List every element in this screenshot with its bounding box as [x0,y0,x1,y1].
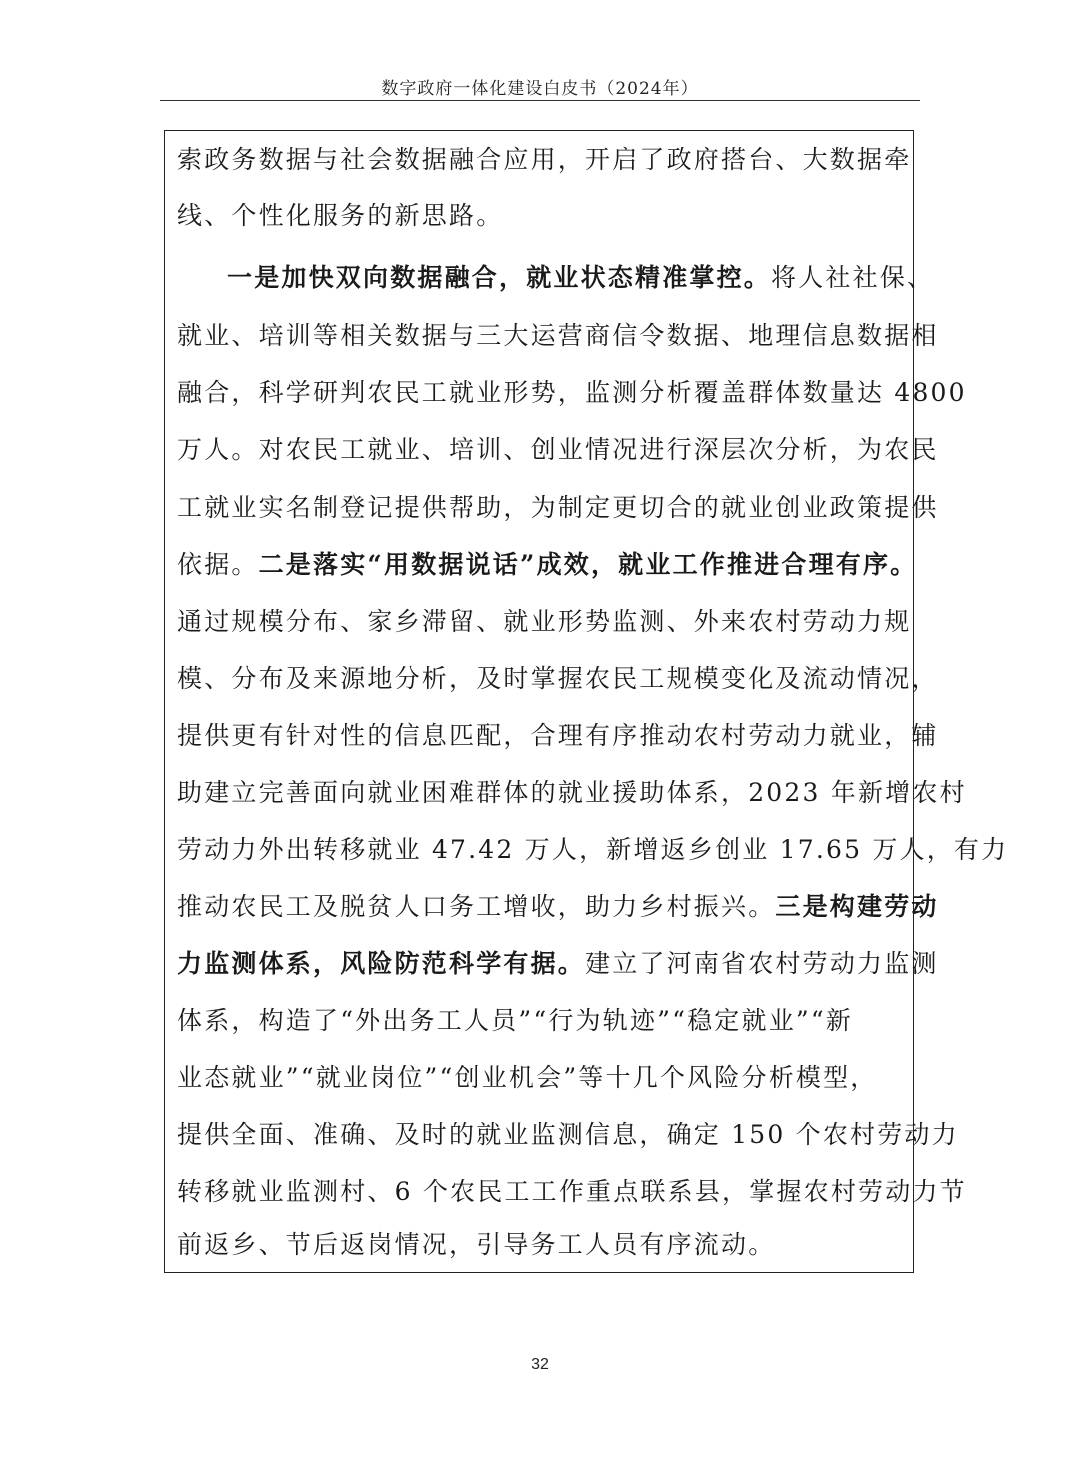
body-text: 转移就业监测村、6 个农民工工作重点联系县，掌握农村劳动力节 [177,1177,967,1206]
body-line [177,1118,959,1152]
body-text: 提供全面、准确、及时的就业监测信息，确定 150 个农村劳动力 [177,1120,959,1149]
body-text: 就业、培训等相关数据与三大运营商信令数据、地理信息数据相 [177,321,939,350]
body-line [177,1175,967,1209]
body-line [177,433,939,467]
body-text: 建立了河南省农村劳动力监测 [585,949,939,978]
body-line [177,199,503,233]
body-line [177,890,939,924]
body-text: 索政务数据与社会数据融合应用，开启了政府搭台、大数据牵 [177,145,912,174]
body-line [177,833,1008,867]
header-rule [160,100,920,101]
body-line [177,491,939,525]
body-text: 推动农民工及脱贫人口务工增收，助力乡村振兴。 [177,892,776,921]
bold-heading: 力监测体系，风险防范科学有据。 [177,949,586,978]
bold-heading: 二是落实“用数据说话”成效，就业工作推进合理有序。 [258,550,918,579]
body-text: 劳动力外出转移就业 47.42 万人，新增返乡创业 17.65 万人，有力 [177,835,1009,864]
body-line [227,261,934,295]
body-text: 万人。对农民工就业、培训、创业情况进行深层次分析，为农民 [177,435,939,464]
page-header: 数字政府一体化建设白皮书（2024年） [381,79,699,99]
body-text: 通过规模分布、家乡滞留、就业形势监测、外来农村劳动力规 [177,607,912,636]
body-text: 依据。 [177,550,259,579]
body-text: 提供更有针对性的信息匹配，合理有序推动农村劳动力就业，辅 [177,721,939,750]
body-line [177,1061,878,1095]
body-line [177,548,917,582]
bold-heading: 三是构建劳动 [775,892,939,921]
body-text: 业态就业”“就业岗位”“创业机会”等十几个风险分析模型， [177,1063,878,1092]
body-line [177,776,967,810]
body-line [177,1228,775,1262]
body-text: 工就业实名制登记提供帮助，为制定更切合的就业创业政策提供 [177,493,939,522]
body-text: 将人社社保、 [771,263,935,292]
body-line [177,947,939,981]
bold-heading: 一是加快双向数据融合，就业状态精准掌控。 [227,263,772,292]
body-line [177,376,967,410]
body-text: 助建立完善面向就业困难群体的就业援助体系，2023 年新增农村 [177,778,967,807]
body-text: 模、分布及来源地分析，及时掌握农民工规模变化及流动情况， [177,664,939,693]
body-line [177,605,911,639]
body-line [177,662,939,696]
body-text: 线、个性化服务的新思路。 [177,201,504,230]
body-text: 前返乡、节后返岗情况，引导务工人员有序流动。 [177,1230,776,1259]
page-number: 32 [531,1356,549,1373]
body-text: 体系，构造了“外出务工人员”“行为轨迹”“稳定就业”“新 [177,1006,854,1035]
body-line [177,143,911,177]
body-line [177,1004,853,1038]
body-line [177,719,939,753]
body-text: 融合，科学研判农民工就业形势，监测分析覆盖群体数量达 4800 [177,378,967,407]
text-box [164,130,1009,1273]
body-line [177,319,939,353]
